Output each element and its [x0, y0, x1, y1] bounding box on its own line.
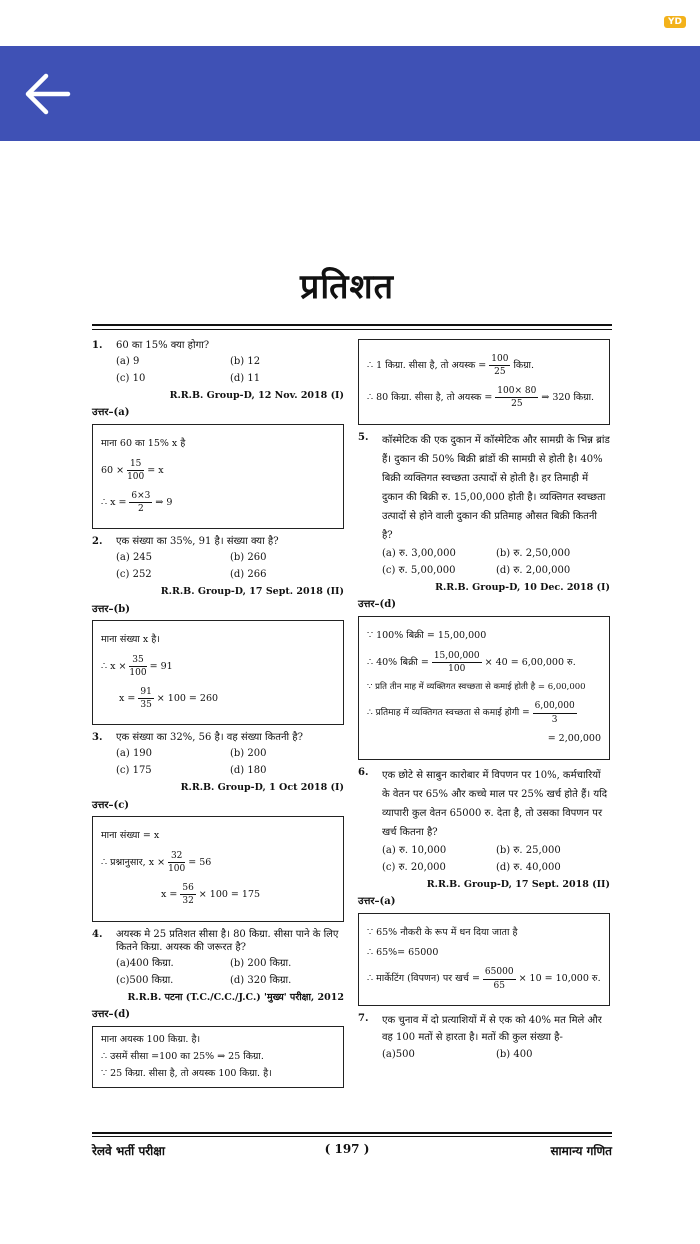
- answer-label: उत्तर–(c): [92, 799, 130, 811]
- option: (d) 320 किग्रा.: [230, 975, 292, 987]
- option: (a) रु. 3,00,000: [382, 547, 456, 559]
- option: (a)500: [382, 1048, 415, 1060]
- solution-line: ∴ 80 किग्रा. सीसा है, तो अयस्क = $\frac{100\times 80}{25}$ ⇒ 320 किग्रा.: [367, 386, 595, 410]
- page-number: ( 197 ): [324, 1142, 370, 1156]
- question-4: [92, 928, 344, 1089]
- answer-label: उत्तर–(d): [92, 1009, 130, 1021]
- options: [116, 551, 344, 582]
- option: (a) 245: [116, 551, 153, 563]
- options: [116, 355, 344, 386]
- solution-box: [358, 913, 610, 1006]
- question-number: 2.: [92, 536, 103, 548]
- option: (d) 11: [230, 373, 261, 384]
- solution-box: [92, 620, 344, 725]
- question-text: एक संख्या का 35%, 91 है। संख्या क्या है?: [116, 536, 279, 548]
- option: (b) 12: [230, 355, 261, 367]
- solution-line: x = $\frac{91}{35}$ × 100 = 260: [119, 687, 219, 711]
- option: (b) रु. 25,000: [496, 844, 561, 856]
- right-column: [358, 333, 610, 1061]
- solution-line: ∴ उसमें सीसा =100 का 25% ⇒ 25 किग्रा.: [101, 1050, 264, 1062]
- option: (d) 180: [230, 765, 267, 777]
- answer-label: उत्तर–(a): [92, 407, 130, 419]
- solution-line: ∵ 65% नौकरी के रूप में धन दिया जाता है: [367, 926, 518, 938]
- solution-line: ∴ 40% बिक्री = $\frac{15,00,000}{100}$ × 40 = 6,00,000 रु.: [367, 650, 576, 674]
- question-number: 3.: [92, 732, 103, 744]
- question-1: [92, 339, 344, 529]
- solution-line: ∵ प्रति तीन माह में व्यक्तिगत स्वच्छता से कमाई होती है = 6,00,000: [367, 681, 586, 692]
- footer-right: सामान्य गणित: [550, 1144, 612, 1158]
- option: (d) 266: [230, 569, 267, 581]
- option: (c) रु. 20,000: [382, 862, 446, 874]
- footer-left: रेलवे भर्ती परीक्षा: [92, 1144, 165, 1158]
- title-rule: [92, 324, 612, 330]
- option: (b) 200: [230, 747, 267, 759]
- left-column: [92, 333, 344, 1094]
- exam-source: R.R.B. Group-D, 17 Sept. 2018 (II): [160, 585, 344, 597]
- options: [116, 957, 344, 988]
- solution-line: ∴ प्रतिमाह में व्यक्तिगत स्वच्छता से कमाई होगी = $\frac{6,00,000}{3}$: [367, 701, 575, 725]
- solution-box-continued: [358, 339, 610, 425]
- back-button[interactable]: [20, 70, 72, 118]
- option: (d) रु. 40,000: [496, 862, 561, 874]
- option: (c) 252: [116, 569, 152, 581]
- status-bar: [0, 0, 700, 46]
- question-2: [92, 535, 344, 725]
- option: (b) रु. 2,50,000: [496, 547, 571, 559]
- question-6: [358, 766, 610, 1006]
- question-text: एक छोटे से साबुन कारोबार में विपणन पर 10%, कर्मचारियों के वेतन पर 65% और कच्चे माल पर 25% खर्च होते हैं। यदि व्यापारी कुल वेतन 65000 रु. देता है, तो उसका विपणन पर खर्च कितना है?: [382, 769, 608, 838]
- solution-line: माना अयस्क 100 किग्रा. है।: [101, 1033, 201, 1045]
- solution-line: ∴ 1 किग्रा. सीसा है, तो अयस्क = $\frac{100}{25}$ किग्रा.: [367, 354, 535, 378]
- option: (a) रु. 10,000: [382, 844, 447, 856]
- solution-line: 60 × $\frac{15}{100}$ = x: [101, 458, 164, 482]
- app-logo: YD: [664, 16, 686, 28]
- solution-line: ∴ प्रश्नानुसार, x × $\frac{32}{100}$ = 56: [101, 851, 212, 875]
- options: [382, 1048, 610, 1062]
- solution-box: [92, 424, 344, 529]
- option: (b) 260: [230, 551, 267, 563]
- option: (a) 190: [116, 747, 153, 759]
- solution-line: ∵ 25 किग्रा. सीसा है, तो अयस्क 100 किग्रा. है।: [101, 1067, 272, 1079]
- option: (a)400 किग्रा.: [116, 957, 174, 969]
- options: [382, 547, 610, 578]
- exam-source: R.R.B. Group-D, 1 Oct 2018 (I): [180, 781, 344, 793]
- question-5: [358, 431, 610, 760]
- solution-line: ∴ 65%= 65000: [367, 946, 439, 958]
- app-bar: [0, 46, 700, 141]
- answer-label: उत्तर–(a): [358, 896, 396, 908]
- question-3: [92, 731, 344, 921]
- option: (c) 10: [116, 373, 146, 384]
- question-text: कॉस्मेटिक की एक दुकान में कॉस्मेटिक और सामग्री के भिन्न ब्रांड हैं। दुकान की 50% बिक्री ब्रांडों की सामग्री से होती है। 40% बिक्री व्यक्तिगत स्वच्छता उत्पादों से होती है। हर तिमाही में दुकान की बिक्री रु. 15,00,000 होती है। व्यक्तिगत स्वच्छता उत्पादों से होने वाली दुकान की प्रतिमाह औसत बिक्री कितनी है?: [382, 434, 610, 541]
- solution-line: ∴ x = $\frac{6\times 3}{2}$ ⇒ 9: [101, 490, 173, 515]
- solution-line: माना संख्या = x: [101, 830, 160, 842]
- option: (d) रु. 2,00,000: [496, 565, 571, 577]
- question-7: [358, 1012, 610, 1062]
- solution-line: ∴ x × $\frac{35}{100}$ = 91: [101, 654, 173, 678]
- option: (c)500 किग्रा.: [116, 975, 174, 987]
- question-number: 6.: [358, 766, 369, 778]
- back-arrow-icon: [20, 70, 72, 118]
- exam-source: R.R.B. Group-D, 10 Dec. 2018 (I): [435, 581, 610, 593]
- solution-line: ∴ मार्केटिंग (विपणन) पर खर्च = $\frac{65000}{65}$ × 10 = 10,000 रु.: [367, 967, 601, 991]
- solution-line: x = $\frac{56}{32}$ × 100 = 175: [161, 883, 261, 907]
- question-number: 4.: [92, 928, 103, 940]
- options: [382, 844, 610, 875]
- options: [116, 747, 344, 778]
- option: (c) रु. 5,00,000: [382, 565, 456, 577]
- question-number: 5.: [358, 431, 369, 443]
- solution-box: [92, 1026, 344, 1088]
- question-text: 60 का 15% क्या होगा?: [116, 340, 210, 351]
- exam-source: R.R.B. Group-D, 12 Nov. 2018 (I): [169, 389, 344, 401]
- question-number: 7.: [358, 1012, 369, 1024]
- question-text: एक चुनाव में दो प्रत्याशियों में से एक को 40% मत मिले और वह 100 मतों से हारता है। मतों की कुल संख्या है-: [382, 1014, 602, 1043]
- option: (c) 175: [116, 765, 152, 777]
- answer-label: उत्तर–(d): [358, 599, 396, 611]
- option: (a) 9: [116, 355, 140, 367]
- solution-box: [358, 616, 610, 760]
- exam-source: R.R.B. पटना (T.C./C.C./J.C.) 'मुख्य' परीक्षा, 2012: [127, 991, 344, 1003]
- solution-line: माना 60 का 15% x है: [101, 437, 186, 449]
- solution-line: माना संख्या x है।: [101, 634, 160, 645]
- solution-line: ∵ 100% बिक्री = 15,00,000: [367, 629, 487, 641]
- option: (b) 200 किग्रा.: [230, 957, 292, 969]
- book-page: [82, 262, 612, 1141]
- question-number: 1.: [92, 340, 103, 351]
- footer-rule: [92, 1132, 612, 1137]
- solution-line: = 2,00,000: [547, 732, 601, 744]
- page-title: प्रतिशत: [299, 267, 395, 307]
- question-text: अयस्क मे 25 प्रतिशत सीसा है। 80 किग्रा. सीसा पाने के लिए कितने किग्रा. अयस्क की जरूरत है?: [116, 928, 339, 954]
- solution-box: [92, 816, 344, 921]
- exam-source: R.R.B. Group-D, 17 Sept. 2018 (II): [426, 878, 610, 890]
- answer-label: उत्तर–(b): [92, 603, 130, 615]
- option: (b) 400: [496, 1048, 533, 1060]
- question-text: एक संख्या का 32%, 56 है। वह संख्या कितनी है?: [116, 732, 303, 744]
